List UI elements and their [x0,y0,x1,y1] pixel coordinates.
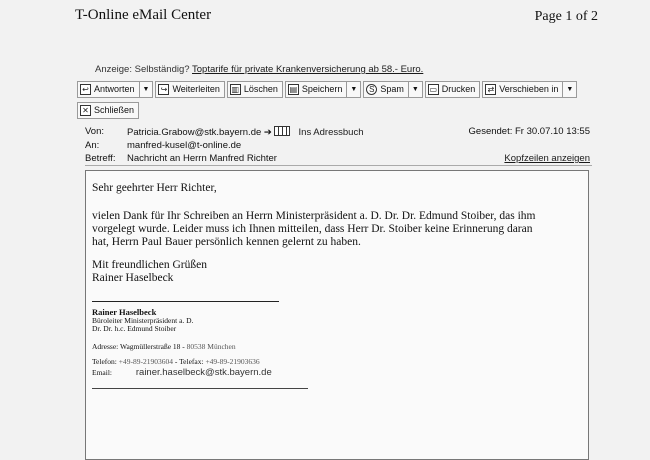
signer-name: Rainer Haselbeck [92,272,174,284]
fax-number: +49-89-21903636 [205,357,260,366]
message-line-3: hat, Herrn Paul Bauer persönlich kennen gelernt zu haben. [92,236,361,248]
move-label: Verschieben in [499,84,559,94]
ad-banner [95,64,423,75]
addressbook-arrow-icon: ➔ [263,127,272,138]
printer-icon: ▭ [429,84,438,94]
close-icon: ✕ [80,105,91,116]
signature-address [92,343,236,351]
subject: Nachricht an Herrn Manfred Richter [127,153,277,164]
greeting: Sehr geehrter Herr Richter, [92,182,217,194]
from-label: Von: [85,126,105,137]
spam-button[interactable] [363,81,422,98]
from-row [127,126,363,138]
reply-icon: ↩ [80,84,91,95]
move-folder-icon: ⇄ [485,84,496,95]
delete-label: Löschen [243,84,278,94]
spam-dropdown-icon[interactable]: ▼ [408,82,422,97]
print-label: Drucken [441,84,476,94]
spam-label: Spam [380,84,404,94]
ad-link[interactable]: Toptarife für private Krankenversicherung ab 58.- Euro. [192,64,424,75]
to-address: manfred-kusel@t-online.de [127,140,242,151]
closing: Mit freundlichen Grüßen [92,259,207,271]
sent-date: Gesendet: Fr 30.07.10 13:55 [468,126,590,137]
save-dropdown-icon[interactable]: ▼ [346,82,360,97]
signature-bottom-divider [92,388,308,389]
toolbar [77,80,579,98]
reply-button[interactable] [77,81,153,98]
save-icon: ▤ [289,84,298,94]
move-dropdown-icon[interactable]: ▼ [562,82,576,97]
email-address[interactable]: rainer.haselbeck@stk.bayern.de [135,367,272,378]
subject-label: Betreff: [85,153,116,164]
signature-email [92,369,272,377]
email-label: Email: [92,368,112,377]
message-line-2: vorgelegt wurde. Leider muss ich Ihnen mitteilen, dass Herr Dr. Stoiber keine Erinnerung daran [92,223,533,235]
signature-title-1: Büroleiter Ministerpräsident a. D. [92,316,194,325]
signature-phone [92,358,260,366]
trash-icon: ▥ [231,84,240,94]
spam-icon: S [366,84,377,95]
show-headers-link[interactable]: Kopfzeilen anzeigen [504,153,590,164]
addressbook-icon[interactable] [274,126,290,136]
to-label: An: [85,140,100,151]
fax-label: - Telefax: [174,357,204,366]
address-label: Adresse: Wagmüllerstraße 18 - [92,342,185,351]
reply-dropdown-icon[interactable]: ▼ [139,82,153,97]
page-number: Page 1 of 2 [534,9,598,24]
from-address[interactable]: Patricia.Grabow@stk.bayern.de [127,127,262,138]
reply-label: Antworten [94,84,135,94]
close-label: Schließen [94,105,135,115]
forward-label: Weiterleiten [172,84,220,94]
phone-label: Telefon: [92,357,117,366]
toolbar-secondary [77,101,141,119]
signature-title-2: Dr. Dr. h.c. Edmund Stoiber [92,324,177,333]
ad-label: Anzeige: Selbständig? [95,64,190,75]
print-button[interactable] [425,81,481,98]
address-city: 80538 München [186,342,236,351]
save-label: Speichern [301,84,343,94]
signature-name: Rainer Haselbeck [92,307,157,317]
delete-button[interactable] [227,81,283,98]
message-line-1: vielen Dank für Ihr Schreiben an Herrn Ministerpräsident a. D. Dr. Dr. Edmund Stoiber, das ihm [92,210,536,222]
signature-divider [92,301,279,302]
add-to-addressbook-link[interactable]: Ins Adressbuch [298,127,364,138]
close-button[interactable] [77,102,139,119]
phone-number: +49-89-21903604 [118,357,173,366]
forward-button[interactable] [155,81,224,98]
header-divider [85,165,592,166]
save-button[interactable] [285,81,361,98]
app-title: T-Online eMail Center [75,7,212,23]
move-button[interactable] [482,81,577,98]
forward-icon: ↪ [158,84,169,95]
